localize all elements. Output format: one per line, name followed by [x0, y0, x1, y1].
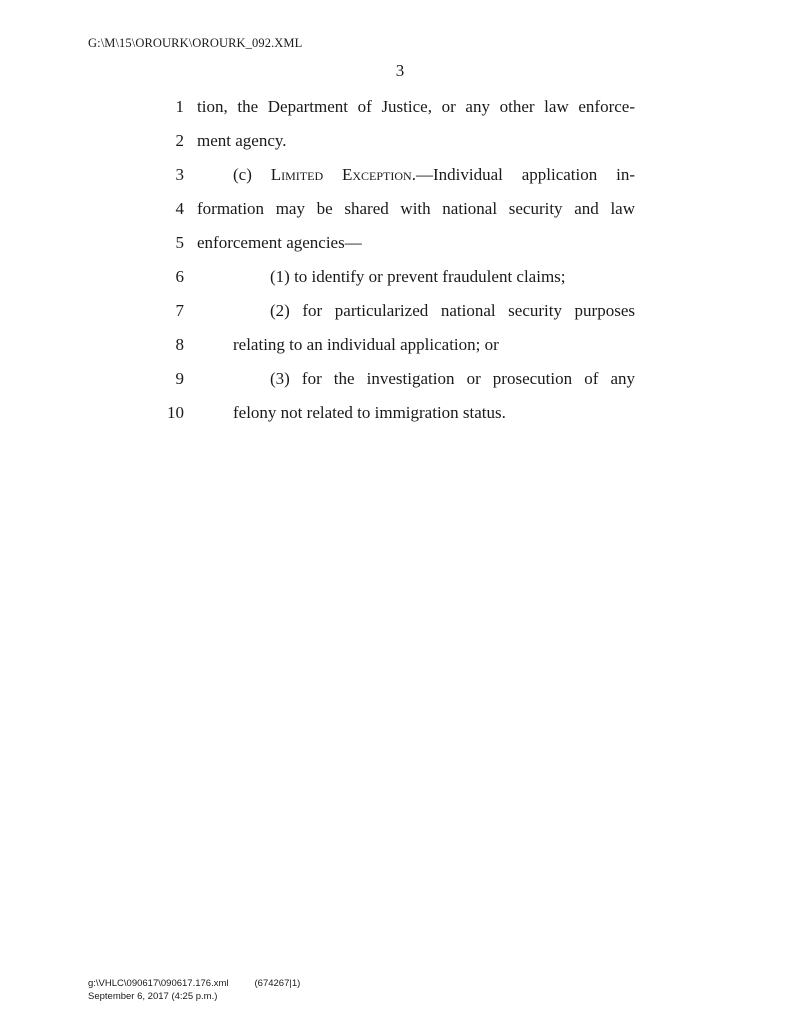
line-number: 2	[175, 131, 184, 150]
bill-line	[0, 366, 800, 392]
paragraph-2-text: (2) for particularized national security purposes	[270, 301, 635, 320]
footer-file-path: g:\VHLC\090617\090617.176.xml	[88, 978, 229, 989]
line-number: 8	[175, 335, 184, 354]
bill-line	[0, 230, 800, 256]
bill-line	[0, 400, 800, 426]
line-number: 1	[175, 97, 184, 116]
document-footer	[88, 977, 300, 1003]
line-text: ment agency.	[197, 131, 287, 150]
line-text: felony not related to immigration status.	[233, 403, 506, 422]
document-path-header: G:\M\15\OROURK\OROURK_092.XML	[88, 36, 303, 50]
subsection-text: .—Individual application in-	[411, 165, 635, 184]
footer-file-row	[88, 977, 300, 990]
bill-line	[0, 264, 800, 290]
subsection-heading: Limited Exception	[270, 165, 412, 184]
bill-line	[0, 298, 800, 324]
line-number: 4	[175, 199, 184, 218]
subsection-label: (c)	[233, 165, 271, 184]
line-number: 10	[167, 403, 184, 422]
bill-line	[0, 162, 800, 188]
footer-doc-id: (674267|1)	[254, 978, 301, 989]
bill-line	[0, 196, 800, 222]
bill-line	[0, 94, 800, 120]
line-number: 3	[175, 165, 184, 184]
line-number: 9	[175, 369, 184, 388]
line-number: 7	[175, 301, 184, 320]
line-text: enforcement agencies—	[197, 233, 362, 252]
bill-line	[0, 332, 800, 358]
bill-line	[0, 128, 800, 154]
footer-date: September 6, 2017 (4:25 p.m.)	[88, 991, 218, 1002]
line-text: relating to an individual application; or	[233, 335, 499, 354]
subsection-c-heading-line	[233, 162, 635, 188]
paragraph-3-text: (3) for the investigation or prosecution of any	[270, 369, 635, 388]
paragraph-1-text: (1) to identify or prevent fraudulent claims;	[270, 267, 566, 286]
line-number: 6	[175, 267, 184, 286]
line-text: tion, the Department of Justice, or any other law enforce-	[197, 97, 635, 116]
line-text: formation may be shared with national security and law	[197, 199, 635, 218]
line-number: 5	[175, 233, 184, 252]
page-number: 3	[395, 61, 405, 80]
